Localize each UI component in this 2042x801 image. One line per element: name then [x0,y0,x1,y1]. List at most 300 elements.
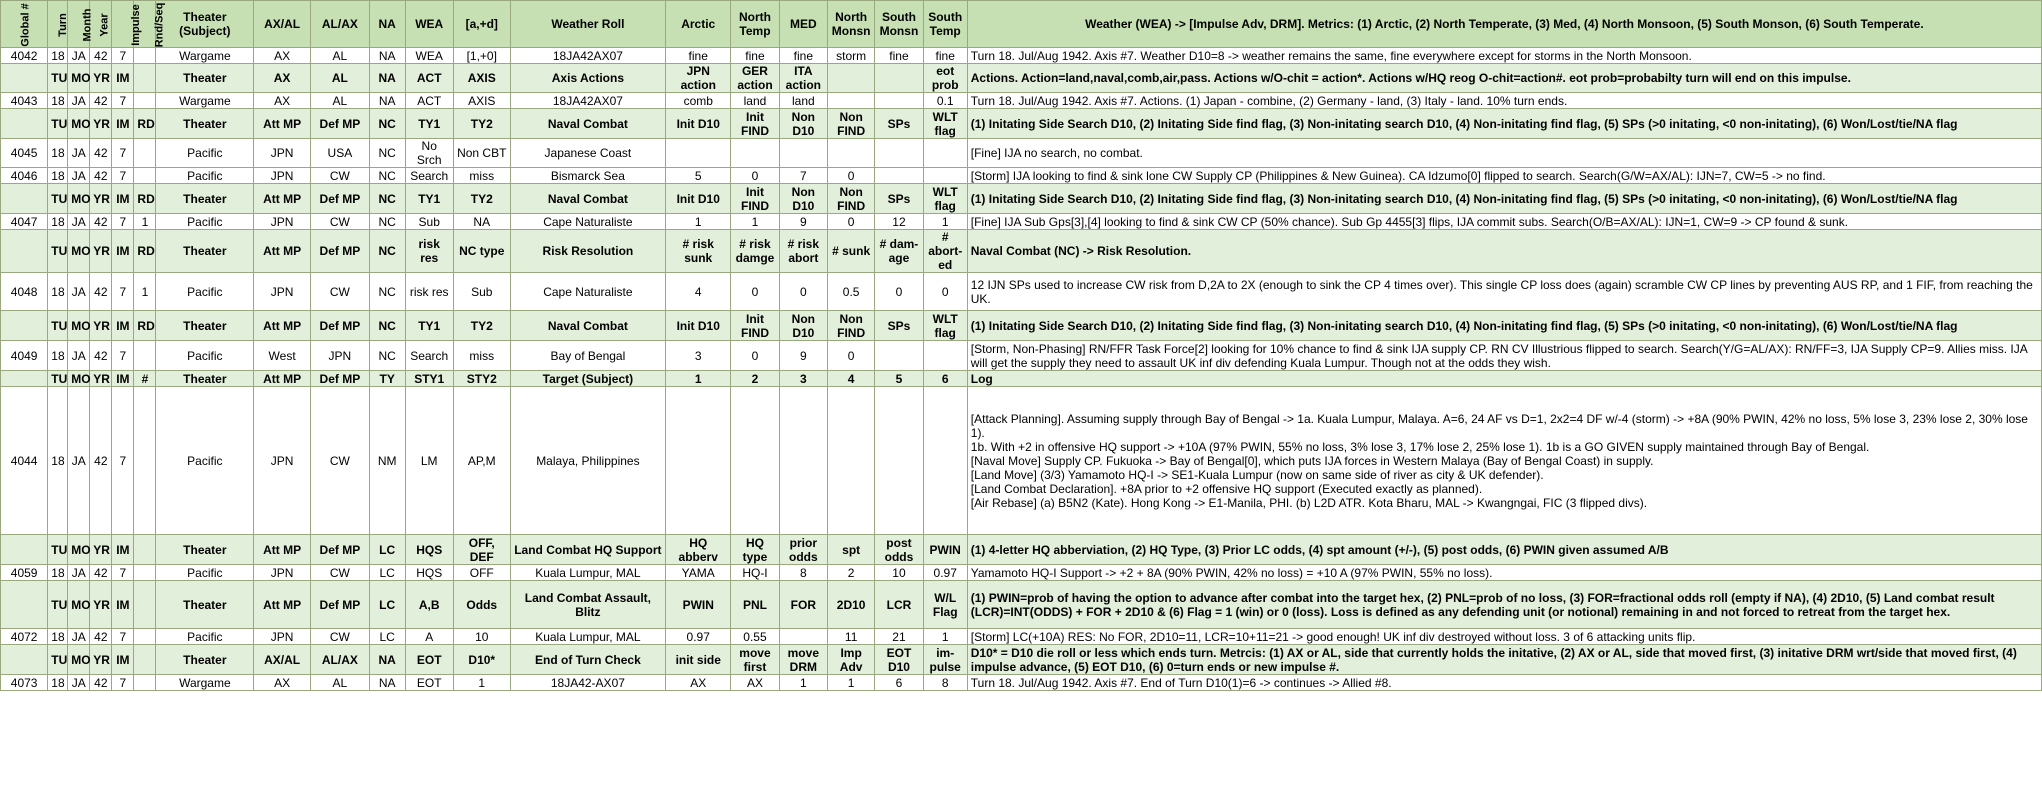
table-cell[interactable]: 4059 [1,565,48,581]
table-cell[interactable]: land [731,93,779,109]
table-cell[interactable]: CW [310,168,369,184]
table-cell[interactable] [134,645,156,675]
table-cell[interactable]: 18 [48,629,68,645]
table-cell[interactable]: Theater [156,581,254,629]
table-cell[interactable]: YR [90,371,112,387]
table-cell[interactable]: 2D10 [828,581,875,629]
table-cell[interactable]: 42 [90,93,112,109]
table-cell[interactable]: fine [666,48,731,64]
table-cell[interactable]: 1 [134,214,156,230]
table-cell[interactable] [134,565,156,581]
table-cell[interactable]: 4043 [1,93,48,109]
table-cell[interactable]: CW [310,629,369,645]
table-cell[interactable] [134,139,156,168]
table-cell[interactable]: STY1 [405,371,453,387]
table-cell[interactable]: fine [923,48,967,64]
table-cell[interactable]: 0.97 [666,629,731,645]
table-cell[interactable]: YAMA [666,565,731,581]
table-cell[interactable]: Target (Subject) [510,371,666,387]
table-cell[interactable] [828,139,875,168]
table-cell[interactable]: NC [369,109,405,139]
table-cell[interactable]: Odds [453,581,510,629]
table-cell[interactable]: post odds [875,535,923,565]
table-cell[interactable]: Pacific [156,214,254,230]
table-cell[interactable]: EOT [405,645,453,675]
table-cell[interactable]: TU [48,581,68,629]
table-cell[interactable]: JA [68,214,90,230]
table-cell[interactable]: Wargame [156,48,254,64]
table-cell[interactable]: Land Combat Assault, Blitz [510,581,666,629]
table-cell[interactable]: 18 [48,341,68,371]
table-cell[interactable]: 1 [666,214,731,230]
table-cell[interactable]: AL [310,675,369,691]
table-cell[interactable]: MO [68,581,90,629]
table-cell[interactable]: 4073 [1,675,48,691]
table-cell[interactable]: IM [112,645,134,675]
table-cell[interactable]: Theater [156,645,254,675]
table-cell[interactable]: W/L Flag [923,581,967,629]
table-cell[interactable]: 4045 [1,139,48,168]
table-cell[interactable]: 0 [828,341,875,371]
table-cell[interactable]: Sub [453,273,510,311]
table-cell[interactable]: Malaya, Philippines [510,387,666,535]
table-cell[interactable]: FOR [779,581,827,629]
table-cell[interactable]: 42 [90,48,112,64]
table-cell[interactable] [134,93,156,109]
table-cell[interactable]: fine [875,48,923,64]
table-cell[interactable]: eot prob [923,64,967,93]
table-cell[interactable]: NC [369,139,405,168]
table-cell[interactable]: HQS [405,565,453,581]
log-cell[interactable] [967,214,2041,230]
table-cell[interactable] [134,387,156,535]
table-cell[interactable]: JPN [254,214,311,230]
table-cell[interactable]: Non D10 [779,109,827,139]
table-cell[interactable]: Non FIND [828,311,875,341]
table-cell[interactable]: Non FIND [828,109,875,139]
table-cell[interactable]: 12 [875,214,923,230]
table-cell[interactable]: AX [254,675,311,691]
table-cell[interactable]: 0 [731,168,779,184]
table-cell[interactable]: [1,+0] [453,48,510,64]
table-cell[interactable]: 0 [779,273,827,311]
table-cell[interactable]: move first [731,645,779,675]
log-cell[interactable] [967,371,2041,387]
table-cell[interactable]: risk res [405,230,453,273]
table-cell[interactable]: 8 [923,675,967,691]
table-cell[interactable]: EOT D10 [875,645,923,675]
column-header[interactable] [828,1,875,48]
table-cell[interactable]: MO [68,371,90,387]
table-cell[interactable]: TU [48,371,68,387]
table-cell[interactable]: JPN [254,629,311,645]
table-cell[interactable]: fine [779,48,827,64]
table-cell[interactable]: SPs [875,184,923,214]
table-cell[interactable]: PNL [731,581,779,629]
table-cell[interactable]: Non FIND [828,184,875,214]
table-cell[interactable]: Wargame [156,675,254,691]
table-cell[interactable]: # risk sunk [666,230,731,273]
table-cell[interactable]: 7 [112,48,134,64]
table-cell[interactable]: Pacific [156,565,254,581]
table-cell[interactable]: NC [369,341,405,371]
table-cell[interactable]: AX [731,675,779,691]
log-cell[interactable] [967,230,2041,273]
table-cell[interactable]: MO [68,645,90,675]
table-cell[interactable]: 2 [731,371,779,387]
table-cell[interactable]: 3 [666,341,731,371]
column-header[interactable] [510,1,666,48]
table-cell[interactable]: 42 [90,214,112,230]
table-cell[interactable]: 6 [923,371,967,387]
table-cell[interactable] [134,581,156,629]
table-cell[interactable]: MO [68,311,90,341]
table-cell[interactable]: Att MP [254,230,311,273]
table-cell[interactable]: RD [134,311,156,341]
table-cell[interactable]: JA [68,168,90,184]
table-cell[interactable] [1,230,48,273]
table-cell[interactable]: 18 [48,675,68,691]
table-cell[interactable]: JA [68,629,90,645]
table-cell[interactable]: 5 [875,371,923,387]
table-cell[interactable]: EOT [405,675,453,691]
table-cell[interactable]: 18JA42AX07 [510,48,666,64]
table-cell[interactable]: Wargame [156,93,254,109]
table-cell[interactable]: AL [310,48,369,64]
table-cell[interactable]: TU [48,184,68,214]
table-cell[interactable]: NA [369,93,405,109]
table-cell[interactable]: JA [68,387,90,535]
column-header[interactable] [112,1,143,48]
table-cell[interactable]: Axis Actions [510,64,666,93]
table-cell[interactable]: risk res [405,273,453,311]
table-cell[interactable]: YR [90,535,112,565]
table-cell[interactable]: JA [68,93,90,109]
table-cell[interactable]: 7 [112,629,134,645]
table-cell[interactable]: AX [666,675,731,691]
table-cell[interactable]: 4044 [1,387,48,535]
table-cell[interactable]: 0.1 [923,93,967,109]
table-cell[interactable] [731,387,779,535]
table-cell[interactable] [1,371,48,387]
table-cell[interactable] [828,64,875,93]
table-cell[interactable]: TU [48,109,68,139]
table-cell[interactable]: 7 [112,341,134,371]
log-cell[interactable] [967,629,2041,645]
column-header[interactable] [666,1,731,48]
table-cell[interactable]: 42 [90,273,112,311]
table-cell[interactable]: 4 [828,371,875,387]
table-cell[interactable]: NC [369,230,405,273]
table-cell[interactable]: 1 [453,675,510,691]
table-cell[interactable]: NC [369,168,405,184]
log-cell[interactable] [967,341,2041,371]
table-cell[interactable]: IM [112,311,134,341]
table-cell[interactable]: WLT flag [923,311,967,341]
table-cell[interactable]: Theater [156,184,254,214]
table-cell[interactable]: PWIN [666,581,731,629]
table-cell[interactable]: 18JA42AX07 [510,93,666,109]
table-cell[interactable]: Init D10 [666,109,731,139]
table-cell[interactable]: 11 [828,629,875,645]
table-cell[interactable]: 18 [48,387,68,535]
table-cell[interactable]: 0 [731,341,779,371]
table-cell[interactable]: SPs [875,311,923,341]
table-cell[interactable]: RD [134,109,156,139]
table-cell[interactable]: YR [90,645,112,675]
table-cell[interactable]: Naval Combat [510,311,666,341]
log-cell[interactable] [967,64,2041,93]
table-cell[interactable]: TY2 [453,109,510,139]
table-cell[interactable]: Kuala Lumpur, MAL [510,565,666,581]
table-cell[interactable]: HQ type [731,535,779,565]
table-cell[interactable]: 0.5 [828,273,875,311]
table-cell[interactable]: 1 [828,675,875,691]
table-cell[interactable]: 4 [666,273,731,311]
column-header[interactable] [967,1,2041,48]
table-cell[interactable]: 18 [48,168,68,184]
table-cell[interactable]: IM [112,230,134,273]
table-cell[interactable]: WEA [405,48,453,64]
table-cell[interactable] [1,64,48,93]
table-cell[interactable]: 4048 [1,273,48,311]
table-cell[interactable]: HQS [405,535,453,565]
table-cell[interactable]: WLT flag [923,109,967,139]
table-cell[interactable] [828,387,875,535]
log-cell[interactable] [967,109,2041,139]
column-header[interactable] [1,1,48,48]
table-cell[interactable]: Def MP [310,311,369,341]
table-cell[interactable]: TU [48,645,68,675]
table-cell[interactable]: IM [112,371,134,387]
table-cell[interactable]: Def MP [310,230,369,273]
table-cell[interactable] [134,168,156,184]
table-cell[interactable]: 0 [828,168,875,184]
column-header[interactable] [156,1,254,48]
table-cell[interactable]: MO [68,64,90,93]
table-cell[interactable]: TY1 [405,109,453,139]
table-cell[interactable]: SPs [875,109,923,139]
table-cell[interactable]: Bay of Bengal [510,341,666,371]
column-header[interactable] [923,1,967,48]
table-cell[interactable]: JA [68,139,90,168]
table-cell[interactable]: 10 [453,629,510,645]
table-cell[interactable]: 18 [48,93,68,109]
table-cell[interactable]: Def MP [310,184,369,214]
table-cell[interactable]: Init D10 [666,184,731,214]
column-header[interactable] [731,1,779,48]
table-cell[interactable]: 0.55 [731,629,779,645]
log-cell[interactable] [967,139,2041,168]
table-cell[interactable]: 1 [923,214,967,230]
table-cell[interactable]: # abort-ed [923,230,967,273]
table-cell[interactable]: Non D10 [779,311,827,341]
table-cell[interactable]: Init FIND [731,184,779,214]
table-cell[interactable]: Land Combat HQ Support [510,535,666,565]
table-cell[interactable] [1,535,48,565]
table-cell[interactable]: init side [666,645,731,675]
column-header[interactable] [875,1,923,48]
table-cell[interactable]: Init FIND [731,109,779,139]
log-cell[interactable] [967,675,2041,691]
table-cell[interactable] [875,93,923,109]
table-cell[interactable]: 1 [134,273,156,311]
table-cell[interactable] [134,48,156,64]
table-cell[interactable]: 42 [90,387,112,535]
table-cell[interactable]: STY2 [453,371,510,387]
table-cell[interactable]: Pacific [156,387,254,535]
table-cell[interactable]: 7 [112,214,134,230]
table-cell[interactable]: 7 [112,93,134,109]
table-cell[interactable]: Cape Naturaliste [510,214,666,230]
table-cell[interactable]: Theater [156,64,254,93]
table-cell[interactable]: # [134,371,156,387]
table-cell[interactable]: Pacific [156,273,254,311]
table-cell[interactable]: JPN [254,168,311,184]
column-header[interactable] [405,1,453,48]
table-cell[interactable]: 2 [828,565,875,581]
log-cell[interactable] [967,581,2041,629]
table-cell[interactable]: TU [48,64,68,93]
table-cell[interactable]: LC [369,629,405,645]
table-cell[interactable]: A,B [405,581,453,629]
table-cell[interactable]: IM [112,535,134,565]
table-cell[interactable]: OFF, DEF [453,535,510,565]
table-cell[interactable]: # risk abort [779,230,827,273]
log-cell[interactable] [967,273,2041,311]
table-cell[interactable]: Pacific [156,341,254,371]
log-cell[interactable] [967,565,2041,581]
table-cell[interactable]: AXIS [453,93,510,109]
table-cell[interactable]: storm [828,48,875,64]
table-cell[interactable]: OFF [453,565,510,581]
table-cell[interactable]: TY [369,371,405,387]
table-cell[interactable]: 0 [875,273,923,311]
table-cell[interactable]: 0 [828,214,875,230]
table-cell[interactable]: 1 [923,629,967,645]
table-cell[interactable] [1,581,48,629]
table-cell[interactable]: 42 [90,629,112,645]
table-cell[interactable]: JPN [254,273,311,311]
table-cell[interactable]: 10 [875,565,923,581]
table-cell[interactable]: 18 [48,565,68,581]
table-cell[interactable]: 3 [779,371,827,387]
table-cell[interactable]: 4049 [1,341,48,371]
table-cell[interactable]: 9 [779,341,827,371]
log-cell[interactable] [967,387,2041,535]
table-cell[interactable]: 21 [875,629,923,645]
table-cell[interactable]: Init FIND [731,311,779,341]
table-cell[interactable]: NC type [453,230,510,273]
log-cell[interactable] [967,645,2041,675]
table-cell[interactable]: AXIS [453,64,510,93]
table-cell[interactable]: 4047 [1,214,48,230]
table-cell[interactable]: IM [112,184,134,214]
table-cell[interactable] [923,168,967,184]
table-cell[interactable]: NC [369,214,405,230]
table-cell[interactable] [1,645,48,675]
table-cell[interactable]: Search [405,341,453,371]
table-cell[interactable]: 0 [731,273,779,311]
table-cell[interactable]: YR [90,64,112,93]
table-cell[interactable]: Att MP [254,371,311,387]
table-cell[interactable]: PWIN [923,535,967,565]
table-cell[interactable]: TY2 [453,311,510,341]
table-cell[interactable]: LC [369,581,405,629]
column-header[interactable] [48,1,68,48]
table-cell[interactable]: WLT flag [923,184,967,214]
table-cell[interactable]: A [405,629,453,645]
table-cell[interactable]: MO [68,535,90,565]
table-cell[interactable]: NA [369,645,405,675]
table-cell[interactable]: 42 [90,168,112,184]
table-cell[interactable] [134,64,156,93]
table-cell[interactable]: 1 [731,214,779,230]
table-cell[interactable]: Japanese Coast [510,139,666,168]
table-cell[interactable]: NM [369,387,405,535]
table-cell[interactable]: Att MP [254,311,311,341]
table-cell[interactable]: Theater [156,311,254,341]
table-cell[interactable]: NC [369,311,405,341]
table-cell[interactable]: Def MP [310,581,369,629]
table-cell[interactable]: comb [666,93,731,109]
table-cell[interactable]: MO [68,109,90,139]
table-cell[interactable]: YR [90,109,112,139]
table-cell[interactable] [666,139,731,168]
table-cell[interactable]: HQ abberv [666,535,731,565]
table-cell[interactable]: Att MP [254,581,311,629]
table-cell[interactable] [828,93,875,109]
table-cell[interactable]: JA [68,48,90,64]
table-cell[interactable]: ACT [405,93,453,109]
table-cell[interactable]: MO [68,230,90,273]
table-cell[interactable]: CW [310,565,369,581]
table-cell[interactable]: AL [310,64,369,93]
table-cell[interactable]: CW [310,214,369,230]
table-cell[interactable] [923,387,967,535]
table-cell[interactable]: Theater [156,109,254,139]
table-cell[interactable]: JPN [310,341,369,371]
table-cell[interactable]: NA [369,675,405,691]
table-cell[interactable]: Naval Combat [510,109,666,139]
table-cell[interactable]: Risk Resolution [510,230,666,273]
table-cell[interactable]: JA [68,341,90,371]
table-cell[interactable]: 18JA42-AX07 [510,675,666,691]
table-cell[interactable]: 9 [779,214,827,230]
table-cell[interactable] [875,341,923,371]
table-cell[interactable]: Def MP [310,535,369,565]
table-cell[interactable]: spt [828,535,875,565]
table-cell[interactable]: RD [134,230,156,273]
table-cell[interactable]: AP,M [453,387,510,535]
table-cell[interactable]: JA [68,565,90,581]
table-cell[interactable]: TU [48,230,68,273]
table-cell[interactable]: Pacific [156,139,254,168]
column-header[interactable] [369,1,405,48]
table-cell[interactable]: Pacific [156,629,254,645]
table-cell[interactable]: 6 [875,675,923,691]
table-cell[interactable]: AX [254,48,311,64]
table-cell[interactable]: JA [68,273,90,311]
table-cell[interactable]: NC [369,273,405,311]
table-cell[interactable]: HQ-I [731,565,779,581]
log-cell[interactable] [967,93,2041,109]
table-cell[interactable]: JPN [254,387,311,535]
table-cell[interactable]: CW [310,273,369,311]
table-cell[interactable]: 42 [90,139,112,168]
table-cell[interactable]: TY1 [405,184,453,214]
table-cell[interactable]: End of Turn Check [510,645,666,675]
